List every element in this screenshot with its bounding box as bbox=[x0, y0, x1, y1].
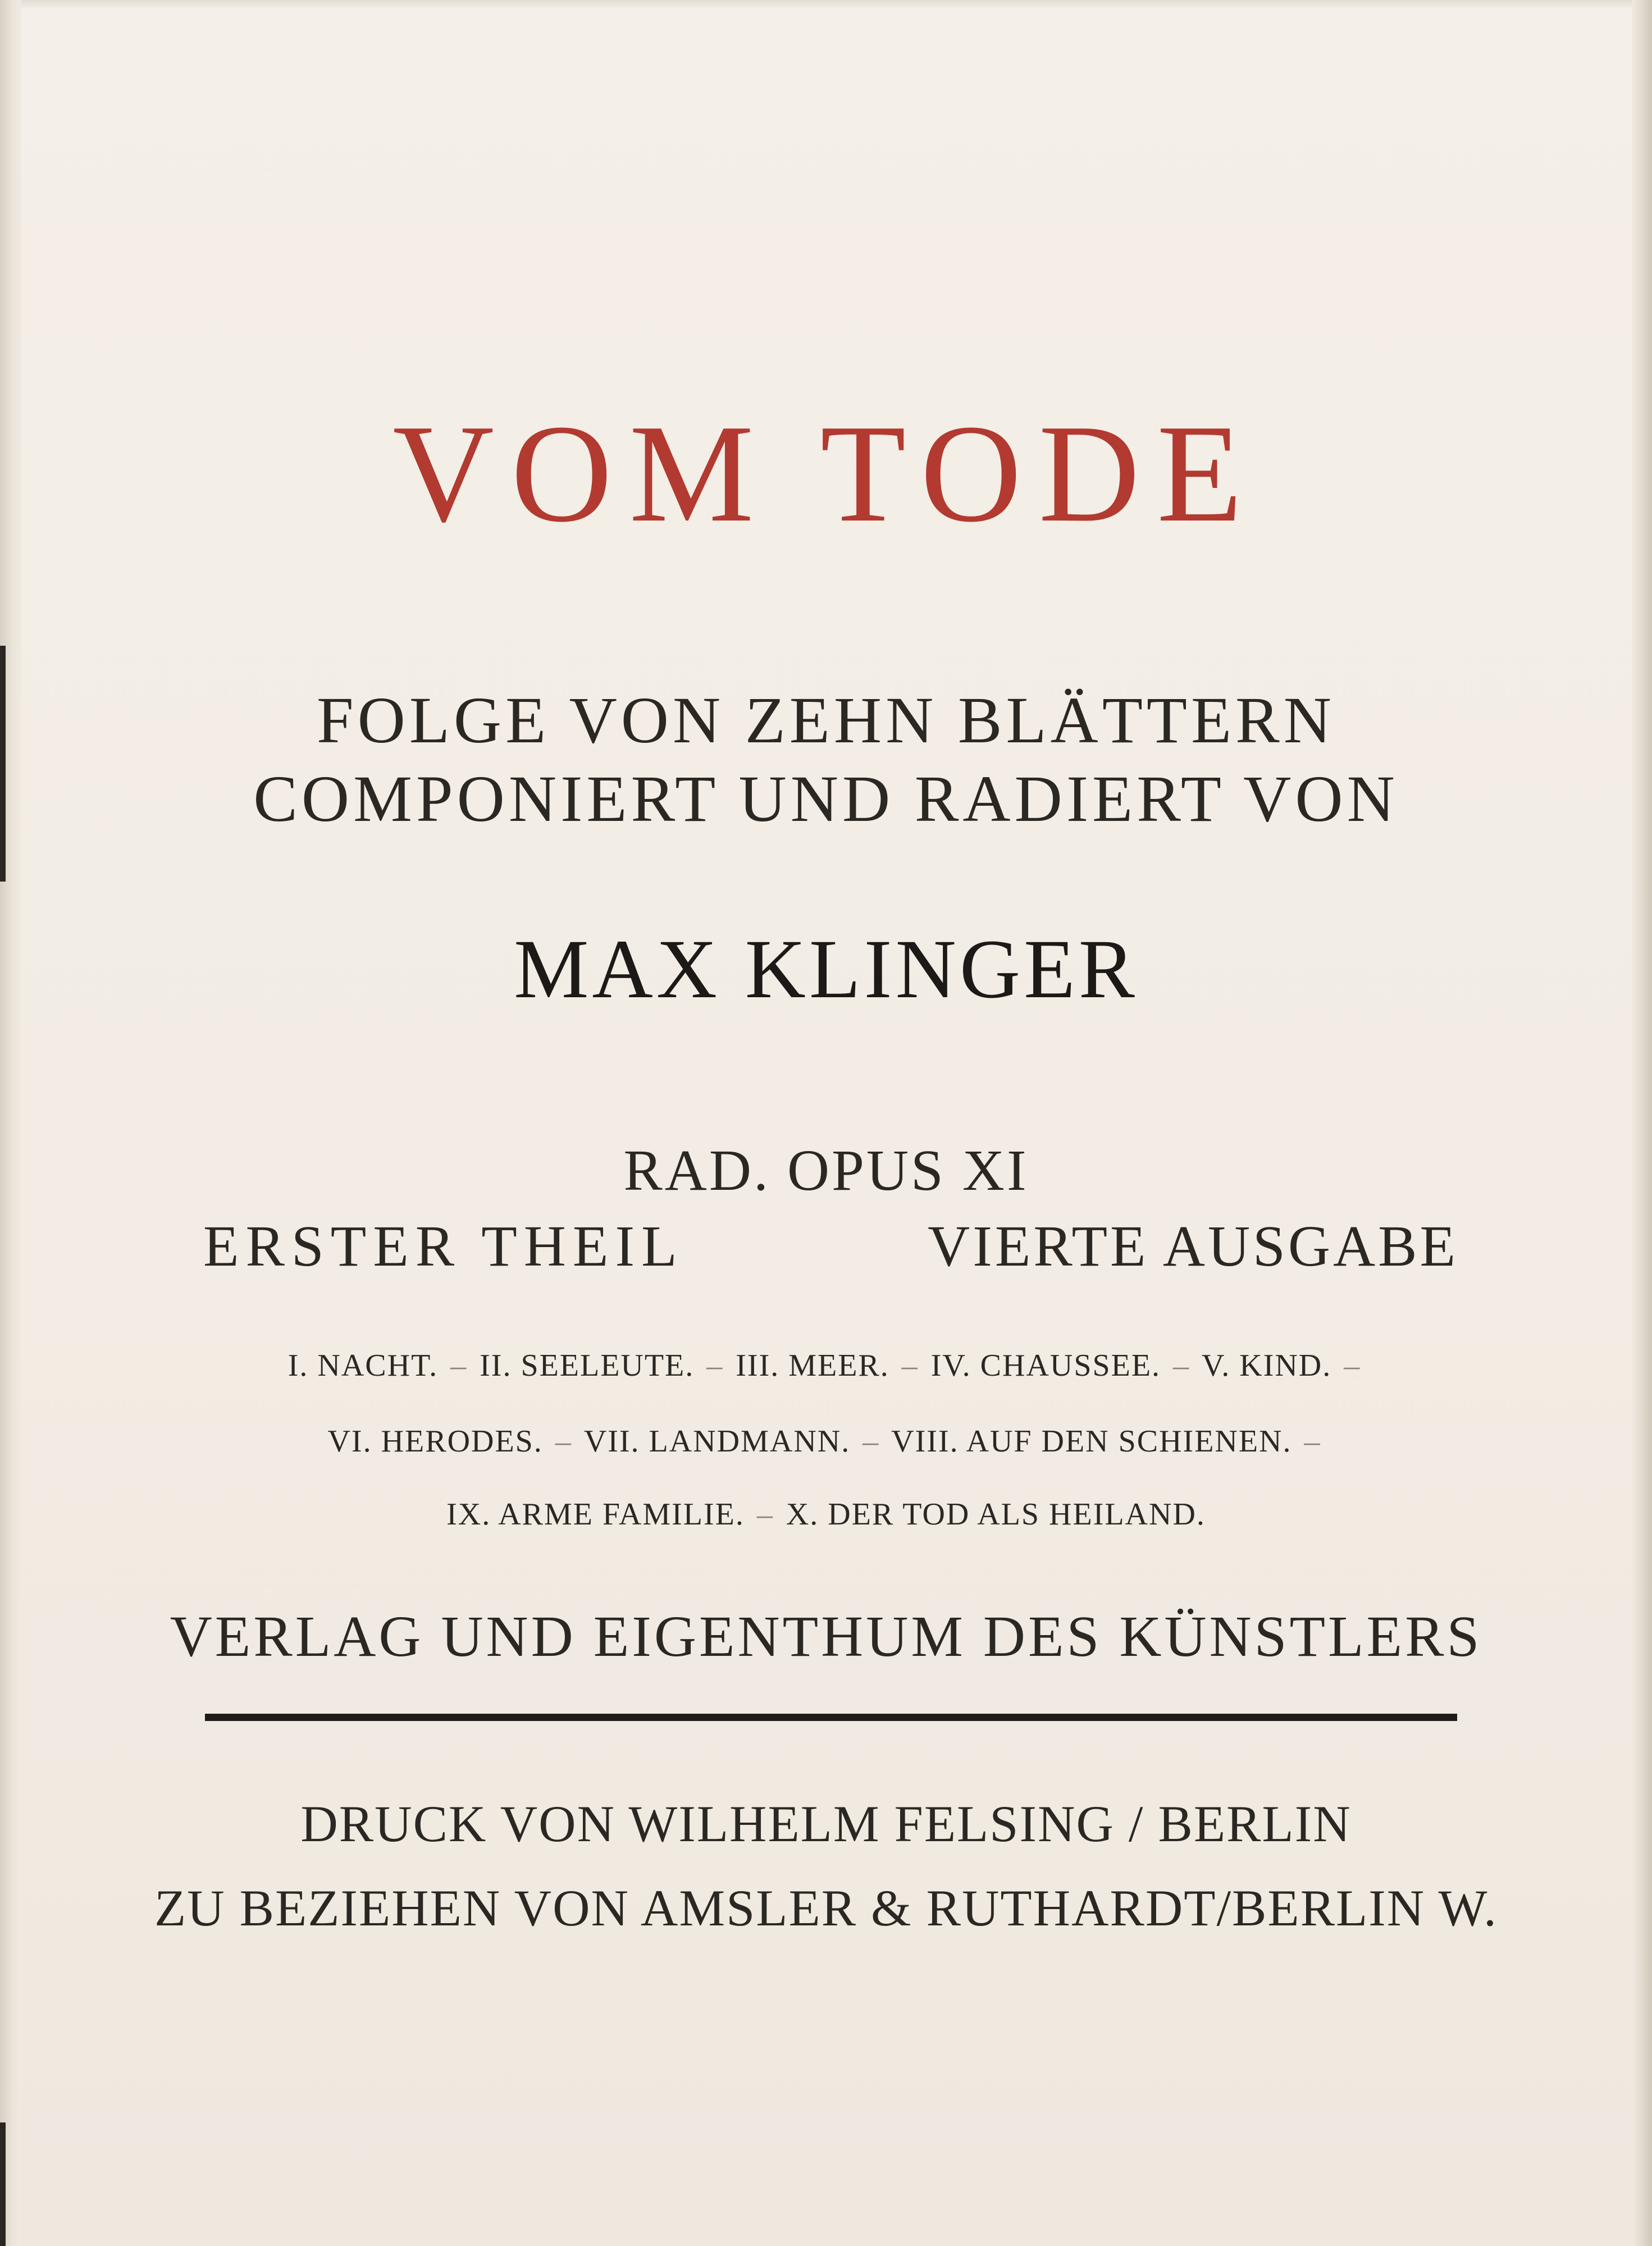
plate-title: I. NACHT. bbox=[287, 1348, 439, 1383]
opus-number: RAD. OPUS XI bbox=[623, 1138, 1029, 1203]
plate-title: IV. CHAUSSEE. bbox=[930, 1348, 1161, 1383]
plate-title: VIII. AUF DEN SCHIENEN. bbox=[891, 1424, 1292, 1459]
plate-title: III. MEER. bbox=[736, 1348, 889, 1383]
plate-separator: – bbox=[756, 1497, 774, 1532]
horizontal-rule bbox=[205, 1714, 1457, 1721]
part-label: ERSTER THEIL bbox=[203, 1214, 684, 1279]
page-title: VOM TODE bbox=[393, 396, 1259, 551]
plate-separator: – bbox=[901, 1348, 919, 1383]
distributor-line: ZU BEZIEHEN VON AMSLER & RUTHARDT/BERLIN W. bbox=[154, 1879, 1498, 1937]
plate-title: IX. ARME FAMILIE. bbox=[446, 1497, 745, 1532]
plate-separator: – bbox=[1173, 1348, 1190, 1383]
plate-separator: – bbox=[555, 1424, 572, 1459]
page-top-edge bbox=[0, 0, 1652, 8]
plate-separator: – bbox=[1304, 1424, 1321, 1459]
plate-list-line-3 bbox=[0, 1496, 1652, 1532]
part-edition-row bbox=[0, 1213, 1652, 1291]
plate-separator: – bbox=[1344, 1348, 1361, 1383]
plate-title: VI. HERODES. bbox=[327, 1424, 543, 1459]
publisher-line: VERLAG UND EIGENTHUM DES KÜNSTLERS bbox=[170, 1604, 1482, 1669]
plate-separator: – bbox=[450, 1348, 468, 1383]
plate-separator: – bbox=[706, 1348, 724, 1383]
binding-strip bbox=[0, 2122, 6, 2246]
printer-line: DRUCK VON WILHELM FELSING / BERLIN bbox=[300, 1795, 1352, 1852]
plate-separator: – bbox=[862, 1424, 880, 1459]
plate-list-line-2 bbox=[0, 1423, 1652, 1459]
plate-title: V. KIND. bbox=[1202, 1348, 1332, 1383]
plate-title: X. DER TOD ALS HEILAND. bbox=[786, 1497, 1206, 1532]
author-name: MAX KLINGER bbox=[514, 923, 1138, 1016]
edition-label: VIERTE AUSGABE bbox=[928, 1214, 1458, 1279]
plate-title: VII. LANDMANN. bbox=[583, 1424, 851, 1459]
subtitle-line-1: FOLGE VON ZEHN BLÄTTERN bbox=[317, 683, 1335, 757]
plate-title: II. SEELEUTE. bbox=[480, 1348, 695, 1383]
plate-list-line-1 bbox=[0, 1348, 1652, 1384]
subtitle-line-2: COMPONIERT UND RADIERT VON bbox=[253, 762, 1399, 836]
